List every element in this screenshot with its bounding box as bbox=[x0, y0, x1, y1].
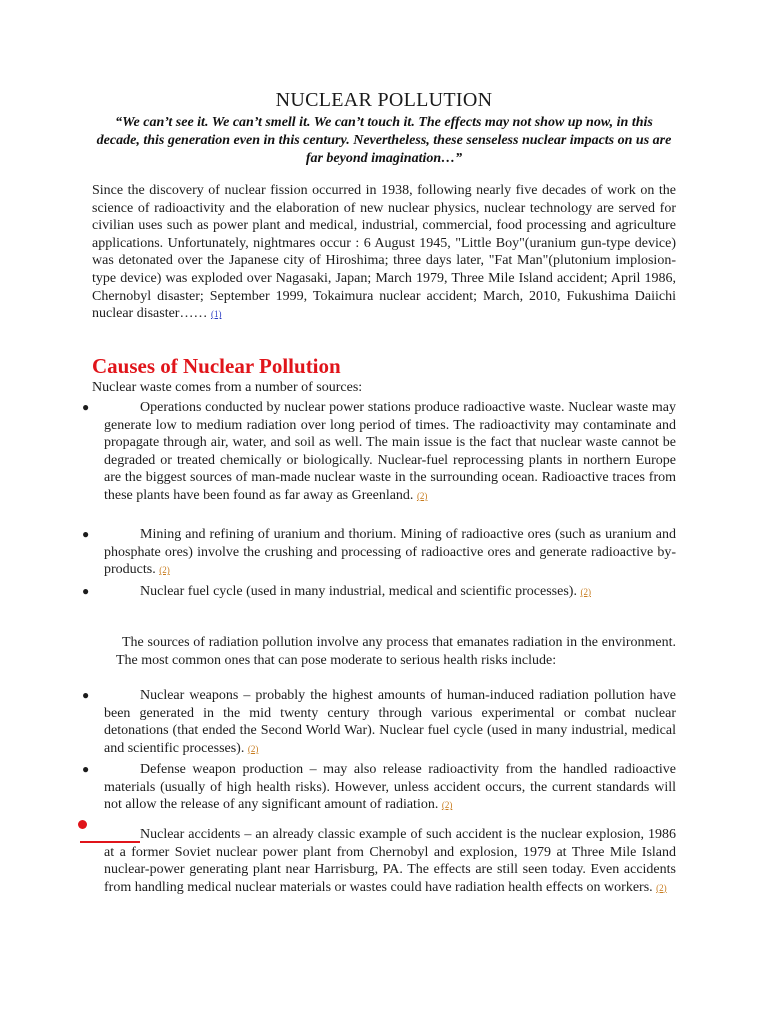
reference-link[interactable]: (2) bbox=[416, 490, 428, 501]
page-title: NUCLEAR POLLUTION bbox=[275, 89, 493, 111]
reference-link[interactable]: (2) bbox=[580, 587, 591, 597]
intro-text: Since the discovery of nuclear fission occurred in 1938, following nearly five decades of work on the science of radioactivity and the elaboration of new nuclear physics, nuclear technology are served for civilian uses such as power plant and medical, industrial, commercial, food processing and agriculture applications. Unfortunately, nightmares occur : 6 August 1945, "Little Boy"(uranium gun-type device) was detonated over the Japanese city of Hiroshima; three days later, "Fat Man"(plutonium implosion-type device) was exploded over Nagasaki, Japan; March 1979, Three Mile Island accident; April 1986, Chernobyl disaster; September 1999, Tokaimura nuclear accident; March, 2010, Fukushima Daiichi nuclear disaster…… bbox=[92, 183, 676, 322]
bullet-icon: ● bbox=[82, 400, 90, 414]
reference-link[interactable]: (2) bbox=[656, 882, 667, 893]
list-item-text: Nuclear accidents – an already classic example of such accident is the nuclear explosion, 1986 at a former Soviet nuclear power plant from Chernobyl and explosion, 1979 at Three Mile Island nuclear-power generating plant near Harrisburg, PA. The effects are still seen today. Even accidents from handling medical nuclear materials or wastes could have radiation health effects on workers. bbox=[104, 827, 676, 895]
list-item-text: Operations conducted by nuclear power stations produce radioactive waste. Nuclear waste may generate low to medium radiation over long period of times. The radioactivity may contaminate and propagate through air, water, and soil as well. The main issue is the fact that nuclear waste cannot be degraded or treated chemically or biologically. Nuclear-fuel reprocessing plants in northern Europe are the biggest sources of man-made nuclear waste in the surrounding ocean. Radioactive traces from these plants have been found as far away as Greenland. bbox=[104, 400, 676, 503]
list-item-text: Defense weapon production – may also release radioactivity from the handled radioactive materials (usually of high health risks). However, unless accident occurs, the current standards will not allow the release of any significant amount of radiation. bbox=[104, 762, 676, 813]
red-bullet-icon bbox=[78, 820, 87, 829]
bullet-icon: ● bbox=[82, 584, 90, 598]
list-item bbox=[82, 687, 676, 758]
sources-intro-text: The sources of radiation pollution involve any process that emanates radiation in the environment. The most common ones that can pose moderate to serious health risks include: bbox=[116, 635, 676, 668]
list-item bbox=[82, 583, 676, 602]
reference-link[interactable]: (1) bbox=[210, 309, 222, 320]
list-item-text: Mining and refining of uranium and thorium. Mining of radioactive ores (such as uranium and phosphate ores) involve the crushing and processing of radioactive ores and generate radioactive by-products. bbox=[104, 527, 676, 578]
list-item-text: Nuclear weapons – probably the highest amounts of human-induced radiation pollution have been generated in the mid twenty century through various experimental or combat nuclear detonations (that ended the Second World War). Nuclear fuel cycle (used in many industrial, medical and scientific processes). bbox=[104, 688, 676, 756]
section-lead: Nuclear waste comes from a number of sources: bbox=[92, 380, 363, 395]
intro-paragraph bbox=[92, 182, 676, 324]
list-item bbox=[104, 826, 676, 897]
bullet-icon: ● bbox=[82, 527, 90, 541]
list-item bbox=[82, 526, 676, 580]
sources-paragraph bbox=[116, 634, 676, 669]
section-heading: Causes of Nuclear Pollution bbox=[92, 354, 341, 378]
reference-link[interactable]: (2) bbox=[247, 743, 259, 754]
list-item-text: Nuclear fuel cycle (used in many industrial, medical and scientific processes). bbox=[140, 584, 577, 599]
epigraph-quote: “We can’t see it. We can’t smell it. We can’t touch it. The effects may not show up now, in this decade, this generation even in this century. Nevertheless, these senseless nuclear impacts on us are far beyond imagination…” bbox=[96, 115, 672, 166]
list-item bbox=[82, 761, 676, 815]
reference-link[interactable]: (2) bbox=[441, 800, 453, 811]
list-item bbox=[82, 399, 676, 506]
bullet-icon: ● bbox=[82, 688, 90, 702]
bullet-icon: ● bbox=[82, 762, 90, 776]
reference-link[interactable]: (2) bbox=[159, 565, 170, 576]
